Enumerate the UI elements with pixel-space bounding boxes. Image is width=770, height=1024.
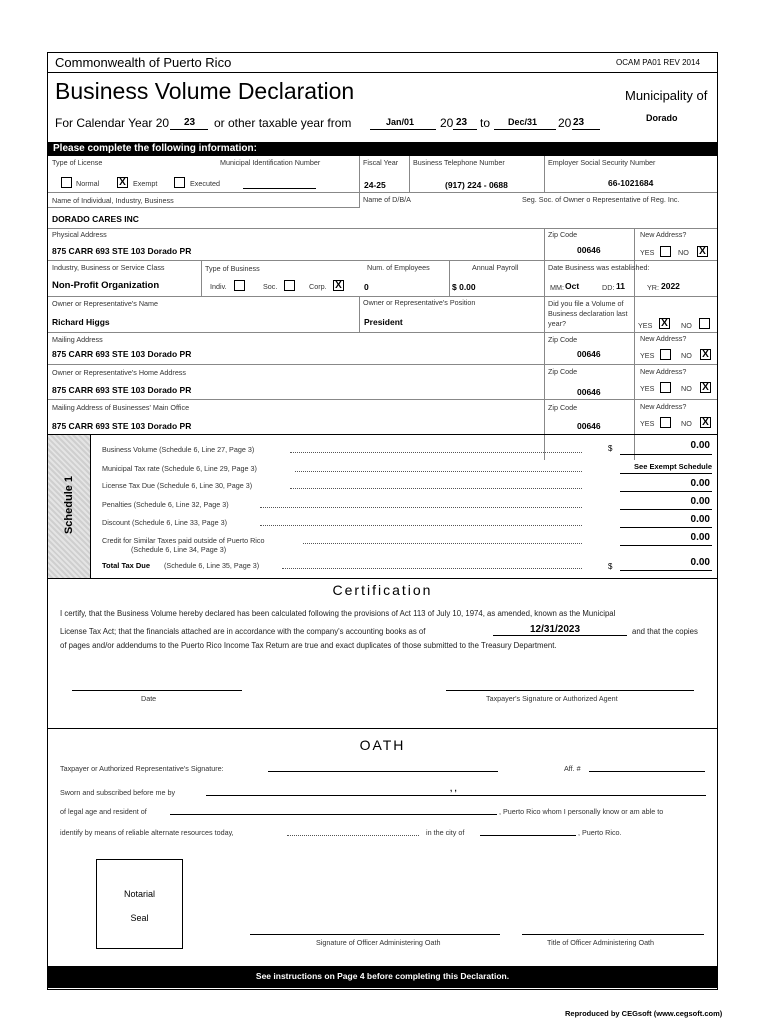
municipality-label: Municipality of [625, 88, 708, 103]
owner-name-label: Owner or Representative's Name [52, 299, 159, 308]
executed-label: Executed [190, 179, 220, 188]
soc-label: Soc. [263, 282, 278, 291]
mailing-zip-label: Zip Code [548, 335, 578, 344]
home-zip-label: Zip Code [548, 367, 578, 376]
schedule-line-credit: Credit for Similar Taxes paid outside of Puerto Rico [102, 536, 265, 545]
main-office-zip[interactable]: 00646 [577, 421, 601, 431]
main-office-yes-label: YES [640, 419, 655, 428]
info-banner-text: Please complete the following information: [53, 143, 257, 154]
physical-value[interactable]: 875 CARR 693 STE 103 Dorado PR [52, 246, 192, 256]
calendar-year[interactable]: 23 [184, 117, 196, 128]
mm-label: MM: [550, 283, 564, 292]
tax-rate-value[interactable]: See Exempt Schedule [634, 462, 712, 471]
home-value[interactable]: 875 CARR 693 STE 103 Dorado PR [52, 385, 192, 395]
sworn-comma: , , [450, 784, 457, 793]
identify-label: identify by means of reliable alternate resources today, [60, 828, 234, 837]
mailing-no-checkbox[interactable]: X [700, 349, 711, 360]
dollar-sign-2: $ [608, 562, 613, 571]
form-id: OCAM PA01 REV 2014 [616, 58, 700, 67]
legal-age-label: of legal age and resident of [60, 807, 147, 816]
schedule-tab-label: Schedule 1 [63, 475, 76, 535]
seal-label: Seal [130, 913, 149, 923]
physical-zip[interactable]: 00646 [577, 245, 601, 255]
main-office-label: Mailing Address of Businesses' Main Office [52, 403, 190, 412]
sworn-label: Sworn and subscribed before me by [60, 788, 176, 797]
city-label: in the city of [426, 828, 465, 837]
schedule-line-discount: Discount (Schedule 6, Line 33, Page 3) [102, 518, 228, 527]
mailing-no-label: NO [681, 351, 692, 360]
to-date[interactable]: Dec/31 [508, 117, 538, 127]
corp-checkbox[interactable]: X [333, 280, 344, 291]
penalties-value[interactable]: 0.00 [690, 496, 710, 507]
certification-date-value[interactable]: 12/31/2023 [530, 624, 581, 635]
name-label: Name of Individual, Industry, Business [52, 196, 174, 205]
filed-yes-label: YES [638, 321, 653, 330]
seg-soc-label: Seg. Soc. of Owner o Representative of Reg. Inc. [522, 195, 680, 204]
license-tax-value[interactable]: 0.00 [690, 478, 710, 489]
to-label: to [480, 116, 491, 130]
date-est-label: Date Business was established: [548, 263, 650, 272]
pr-end-label: , Puerto Rico. [578, 828, 622, 837]
credit-value[interactable]: 0.00 [690, 532, 710, 543]
home-yes-label: YES [640, 384, 655, 393]
physical-yes-label: YES [640, 248, 655, 257]
ssn-value[interactable]: 66-1021684 [608, 178, 654, 188]
employees-label: Num. of Employees [367, 263, 430, 272]
taxpayer-signature-label: Taxpayer's Signature or Authorized Agent [486, 694, 618, 703]
name-value[interactable]: DORADO CARES INC [52, 214, 139, 224]
mailing-value[interactable]: 875 CARR 693 STE 103 Dorado PR [52, 349, 192, 359]
notarial-label: Notarial [123, 889, 155, 899]
ssn-label: Employer Social Security Number [548, 158, 656, 167]
certification-line-2a: License Tax Act; that the financials attached are in accordance with the company's accounting books as of [60, 627, 426, 636]
home-no-checkbox[interactable]: X [700, 382, 711, 393]
fiscal-year-value[interactable]: 24-25 [364, 180, 386, 190]
schedule-line-credit-ref: (Schedule 6, Line 34, Page 3) [131, 545, 227, 554]
home-zip[interactable]: 00646 [577, 387, 601, 397]
pr-whom-label: , Puerto Rico whom I personally know or am able to [499, 807, 664, 816]
yr-label: YR: [647, 283, 659, 292]
fiscal-year-label: Fiscal Year [363, 158, 399, 167]
exempt-checkbox[interactable]: X [117, 177, 128, 188]
physical-yes-checkbox[interactable] [660, 246, 671, 257]
commonwealth-label: Commonwealth of Puerto Rico [55, 55, 232, 70]
page-title: Business Volume Declaration [55, 78, 355, 104]
home-new-address-label: New Address? [640, 367, 687, 376]
total-label: Total Tax Due [102, 561, 151, 570]
filed-yes-checkbox[interactable]: X [659, 318, 670, 329]
employees-value[interactable]: 0 [364, 282, 369, 292]
home-yes-checkbox[interactable] [660, 382, 671, 393]
date-label: Date [141, 694, 157, 703]
certification-line-2b: and that the copies [632, 627, 698, 636]
officer-signature-label: Signature of Officer Administering Oath [316, 938, 441, 947]
aff-label: Aff. # [564, 764, 581, 773]
home-no-label: NO [681, 384, 692, 393]
type-business-label: Type of Business [205, 264, 260, 273]
main-office-value[interactable]: 875 CARR 693 STE 103 Dorado PR [52, 421, 192, 431]
main-office-yes-checkbox[interactable] [660, 417, 671, 428]
oath-title: OATH [359, 737, 406, 753]
main-office-no-checkbox[interactable]: X [700, 417, 711, 428]
indiv-checkbox[interactable] [234, 280, 245, 291]
from-date[interactable]: Jan/01 [386, 117, 415, 127]
discount-value[interactable]: 0.00 [690, 514, 710, 525]
filed-no-label: NO [681, 321, 692, 330]
filed-label: Did you file a Volume of Business declaration last year? [548, 299, 628, 328]
footer-instructions: See instructions on Page 4 before completing this Declaration. [255, 971, 510, 981]
main-office-no-label: NO [681, 419, 692, 428]
calendar-prefix: For Calendar Year 20 [55, 116, 170, 130]
schedule-line-tax-rate: Municipal Tax rate (Schedule 6, Line 29, Page 3) [102, 464, 257, 473]
normal-checkbox[interactable] [61, 177, 72, 188]
phone-value[interactable]: (917) 224 - 0688 [445, 180, 508, 190]
yr-value[interactable]: 2022 [661, 281, 680, 291]
physical-zip-label: Zip Code [548, 230, 578, 239]
mailing-yes-checkbox[interactable] [660, 349, 671, 360]
filed-no-checkbox[interactable] [699, 318, 710, 329]
certification-line-3: of pages and/or addendums to the Puerto Rico Income Tax Return are true and exact duplicates of those submitted to the Treasury Department. [60, 641, 557, 650]
mailing-label: Mailing Address [52, 335, 103, 344]
total-ref: (Schedule 6, Line 35, Page 3) [164, 561, 260, 570]
total-value[interactable]: 0.00 [690, 557, 710, 568]
municipal-id-label: Municipal Identification Number [220, 158, 321, 167]
certification-title: Certification [332, 582, 433, 598]
business-volume-value[interactable]: 0.00 [690, 440, 710, 451]
type-license-label: Type of License [52, 158, 103, 167]
normal-label: Normal [76, 179, 100, 188]
from-year[interactable]: 23 [456, 117, 468, 128]
mailing-new-address-label: New Address? [640, 334, 687, 343]
soc-checkbox[interactable] [284, 280, 295, 291]
owner-name-value[interactable]: Richard Higgs [52, 317, 110, 327]
certification-line-1: I certify, that the Business Volume hereby declared has been calculated following the provisions of Act 113 of July 10, 1974, as amended, known as the Municipal [60, 609, 616, 618]
physical-new-address-label: New Address? [640, 230, 687, 239]
mailing-zip[interactable]: 00646 [577, 349, 601, 359]
dd-label: DD: [602, 283, 615, 292]
main-office-zip-label: Zip Code [548, 403, 578, 412]
industry-value[interactable]: Non-Profit Organization [52, 280, 160, 291]
notarial-seal-box [96, 859, 183, 949]
reproduced-by: Reproduced by CEGsoft (www.cegsoft.com) [565, 1009, 723, 1018]
year-prefix-2: 20 [558, 116, 572, 130]
oath-signature-label: Taxpayer or Authorized Representative's Signature: [60, 764, 224, 773]
dba-label: Name of D/B/A [363, 195, 411, 204]
main-office-new-address-label: New Address? [640, 402, 687, 411]
dd-value[interactable]: 11 [616, 281, 625, 291]
schedule-line-business-volume: Business Volume (Schedule 6, Line 27, Page 3) [102, 445, 255, 454]
industry-label: Industry, Business or Service Class [52, 263, 165, 272]
indiv-label: Indiv. [210, 282, 227, 291]
owner-position-label: Owner or Representative's Position [363, 298, 476, 307]
physical-no-label: NO [678, 248, 689, 257]
dollar-sign-1: $ [608, 444, 613, 453]
phone-label: Business Telephone Number [413, 158, 505, 167]
home-label: Owner or Representative's Home Address [52, 368, 186, 377]
physical-no-checkbox[interactable]: X [697, 246, 708, 257]
or-other-label: or other taxable year from [214, 116, 352, 130]
year-prefix: 20 [440, 116, 454, 130]
officer-title-label: Title of Officer Administering Oath [547, 938, 655, 947]
payroll-value[interactable]: $ 0.00 [452, 282, 476, 292]
to-year[interactable]: 23 [573, 117, 585, 128]
schedule-line-penalties: Penalties (Schedule 6, Line 32, Page 3) [102, 500, 229, 509]
mailing-yes-label: YES [640, 351, 655, 360]
mm-value[interactable]: Oct [565, 281, 580, 291]
physical-label: Physical Address [52, 230, 107, 239]
owner-position-value[interactable]: President [364, 317, 403, 327]
executed-checkbox[interactable] [174, 177, 185, 188]
exempt-label: Exempt [133, 179, 158, 188]
corp-label: Corp. [309, 282, 327, 291]
payroll-label: Annual Payroll [472, 263, 519, 272]
municipality-value[interactable]: Dorado [646, 113, 678, 123]
schedule-line-license-tax: License Tax Due (Schedule 6, Line 30, Page 3) [102, 481, 253, 490]
